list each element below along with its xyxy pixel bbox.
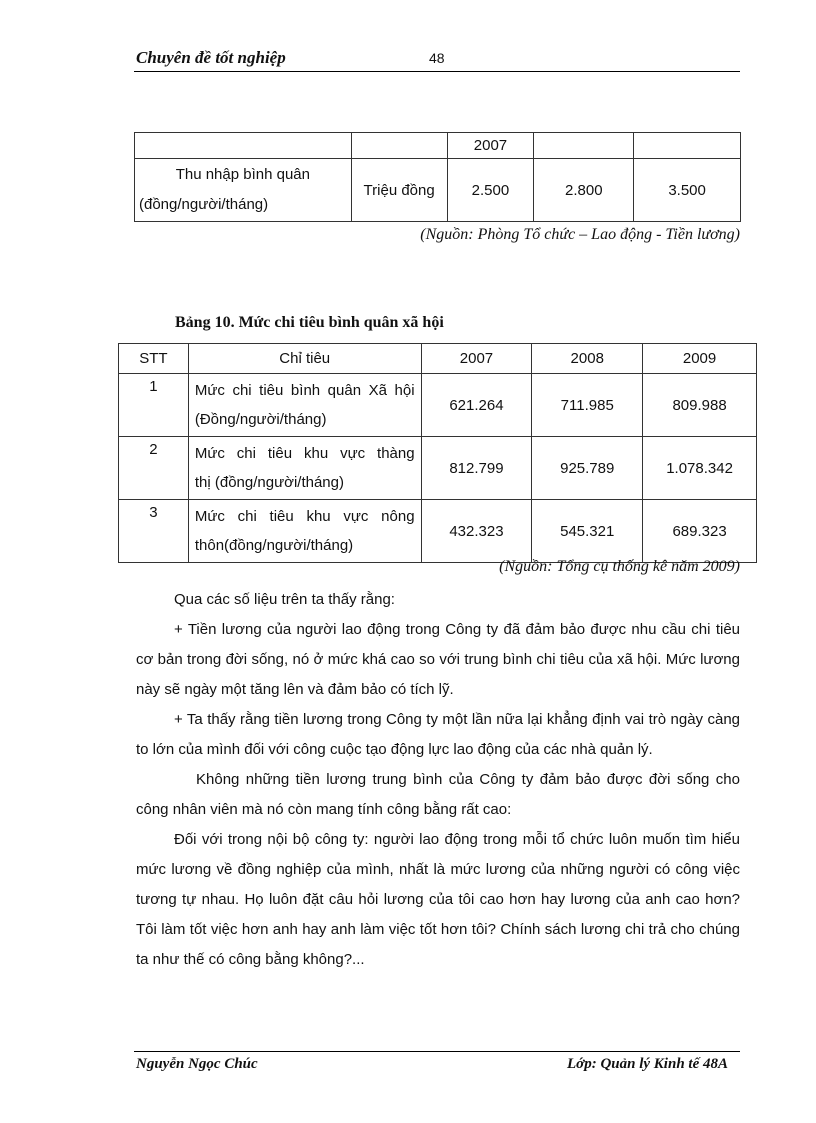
income-table bbox=[134, 132, 741, 222]
value-cell: 545.321 bbox=[532, 500, 643, 563]
column-header: Chỉ tiêu bbox=[188, 344, 421, 374]
value-cell: 2.800 bbox=[534, 159, 634, 222]
page-number: 48 bbox=[429, 50, 445, 66]
value-cell: 432.323 bbox=[421, 500, 532, 563]
stt-cell: 1 bbox=[119, 374, 189, 437]
table-title: Bảng 10. Mức chi tiêu bình quân xã hội bbox=[175, 314, 444, 331]
value-cell: 2.500 bbox=[447, 159, 534, 222]
table-header-row bbox=[119, 344, 757, 374]
value-cell: 3.500 bbox=[634, 159, 741, 222]
footer-author: Nguyễn Ngọc Chúc bbox=[136, 1056, 258, 1072]
unit-cell: Triệu đồng bbox=[351, 159, 447, 222]
table-row bbox=[135, 159, 741, 222]
footer-class: Lớp: Quản lý Kinh tế 48A bbox=[567, 1056, 728, 1072]
header-title: Chuyên đề tốt nghiệp bbox=[136, 48, 286, 67]
column-header: 2009 bbox=[643, 344, 757, 374]
column-header: 2008 bbox=[532, 344, 643, 374]
paragraph: Đối với trong nội bộ công ty: người lao động trong mỗi tổ chức luôn muốn tìm hiểu mức lương về đồng nghiệp của mình, nhất là mức lương của những người có công việc tương tự nhau. Họ luôn đặt câu hỏi lương của tôi cao hơn hay lương của anh cao hơn? Tôi làm tốt việc hơn anh hay anh làm việc tốt hơn tôi? Chính sách lương chi trả cho chúng ta như thế có công bằng không?... bbox=[136, 831, 740, 968]
source-note: (Nguồn: Tổng cụ thống kê năm 2009) bbox=[499, 558, 740, 575]
source-note: (Nguồn: Phòng Tổ chức – Lao động - Tiền lương) bbox=[420, 226, 740, 243]
indicator-cell: Mức chi tiêu bình quân Xã hội (Đồng/người/tháng) bbox=[188, 374, 421, 437]
paragraph: + Ta thấy rằng tiền lương trong Công ty một lần nữa lại khẳng định vai trò ngày càng to lớn của mình đối với công cuộc tạo động lực lao động của các nhà quản lý. bbox=[136, 711, 740, 758]
header-rule bbox=[134, 71, 740, 72]
value-cell: 621.264 bbox=[421, 374, 532, 437]
paragraph: Không những tiền lương trung bình của Công ty đảm bảo được đời sống cho công nhân viên mà nó còn mang tính công bằng rất cao: bbox=[136, 771, 740, 818]
paragraph: + Tiền lương của người lao động trong Công ty đã đảm bảo được nhu cầu chi tiêu cơ bản trong đời sống, nó ở mức khá cao so với trung bình chi tiêu của xã hội. Mức lương này sẽ ngày một tăng lên và đảm bảo có tích lỹ. bbox=[136, 621, 740, 698]
value-cell: 711.985 bbox=[532, 374, 643, 437]
value-cell: 812.799 bbox=[421, 437, 532, 500]
value-cell: 1.078.342 bbox=[643, 437, 757, 500]
stt-cell: 2 bbox=[119, 437, 189, 500]
indicator-cell: Mức chi tiêu khu vực nông thôn(đồng/người/tháng) bbox=[188, 500, 421, 563]
paragraph: Qua các số liệu trên ta thấy rằng: bbox=[174, 591, 395, 608]
table-row bbox=[119, 374, 757, 437]
table-row bbox=[119, 437, 757, 500]
stt-cell: 3 bbox=[119, 500, 189, 563]
indicator-cell: Thu nhập bình quân (đồng/người/tháng) bbox=[135, 159, 352, 222]
body-text bbox=[136, 585, 740, 975]
table-row bbox=[135, 133, 741, 159]
table-row bbox=[119, 500, 757, 563]
value-cell: 925.789 bbox=[532, 437, 643, 500]
value-cell: 689.323 bbox=[643, 500, 757, 563]
column-header: 2007 bbox=[421, 344, 532, 374]
footer-rule bbox=[134, 1051, 740, 1052]
column-header: STT bbox=[119, 344, 189, 374]
indicator-cell: Mức chi tiêu khu vực thàng thị (đồng/người/tháng) bbox=[188, 437, 421, 500]
value-cell: 809.988 bbox=[643, 374, 757, 437]
spending-table bbox=[118, 343, 757, 563]
year-cell: 2007 bbox=[447, 133, 534, 159]
